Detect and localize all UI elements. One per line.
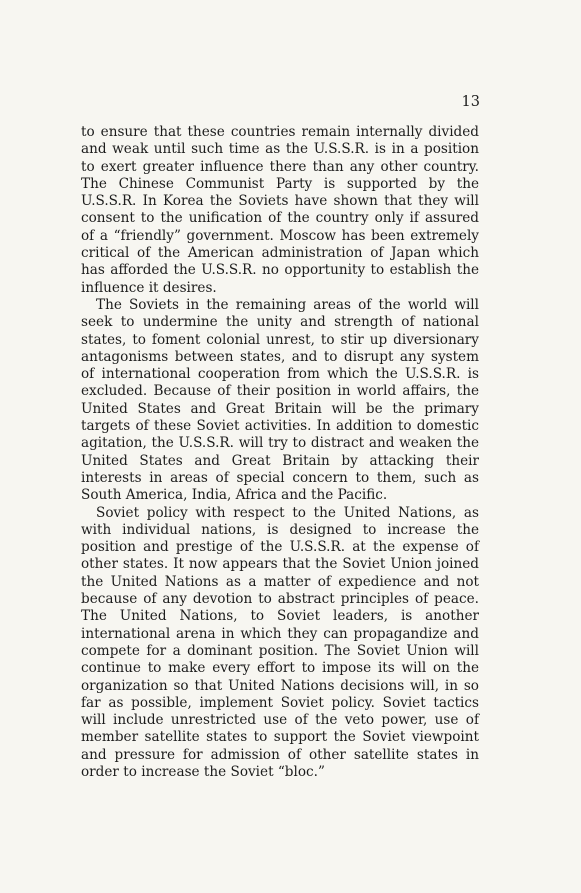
page-number: 13	[461, 94, 480, 110]
paragraph-2: The Soviets in the remaining areas of the world will seek to undermine the unity and strength of national states, to foment colonial unrest, to stir up diversionary antagonisms between states, and to disrupt any system of international cooperation from which the U.S.S.R. is excluded. Because of their position in world affairs, the United States and Great Britain will be the primary targets of these Soviet activities. In addition to domestic agitation, the U.S.S.R. will try to distract and weaken the United States and Great Britain by attacking their interests in areas of special concern to them, such as South America, India, Africa and the Pacific.	[81, 296, 479, 504]
paragraph-3: Soviet policy with respect to the United Nations, as with individual nations, is designed to increase the position and prestige of the U.S.S.R. at the expense of other states. It now appears that the Soviet Union joined the United Nations as a matter of expedience and not because of any devotion to abstract principles of peace. The United Nations, to Soviet leaders, is another international arena in which they can propagandize and compete for a dominant position. The Soviet Union will continue to make every effort to impose its will on the organization so that United Nations decisions will, in so far as possible, implement Soviet policy. Soviet tactics will include unrestricted use of the veto power, use of member satellite states to support the Soviet viewpoint and pressure for admission of other satellite states in order to increase the Soviet “bloc.”	[81, 504, 479, 780]
paragraph-1: to ensure that these countries remain internally divided and weak until such time as the U.S.S.R. is in a position to exert greater influence there than any other country. The Chinese Communist Party is supported by the U.S.S.R. In Korea the Soviets have shown that they will consent to the unification of the country only if assured of a “friendly” government. Moscow has been extremely critical of the American administration of Japan which has afforded the U.S.S.R. no opportunity to establish the influence it desires.	[81, 124, 479, 296]
body-text	[81, 124, 479, 781]
